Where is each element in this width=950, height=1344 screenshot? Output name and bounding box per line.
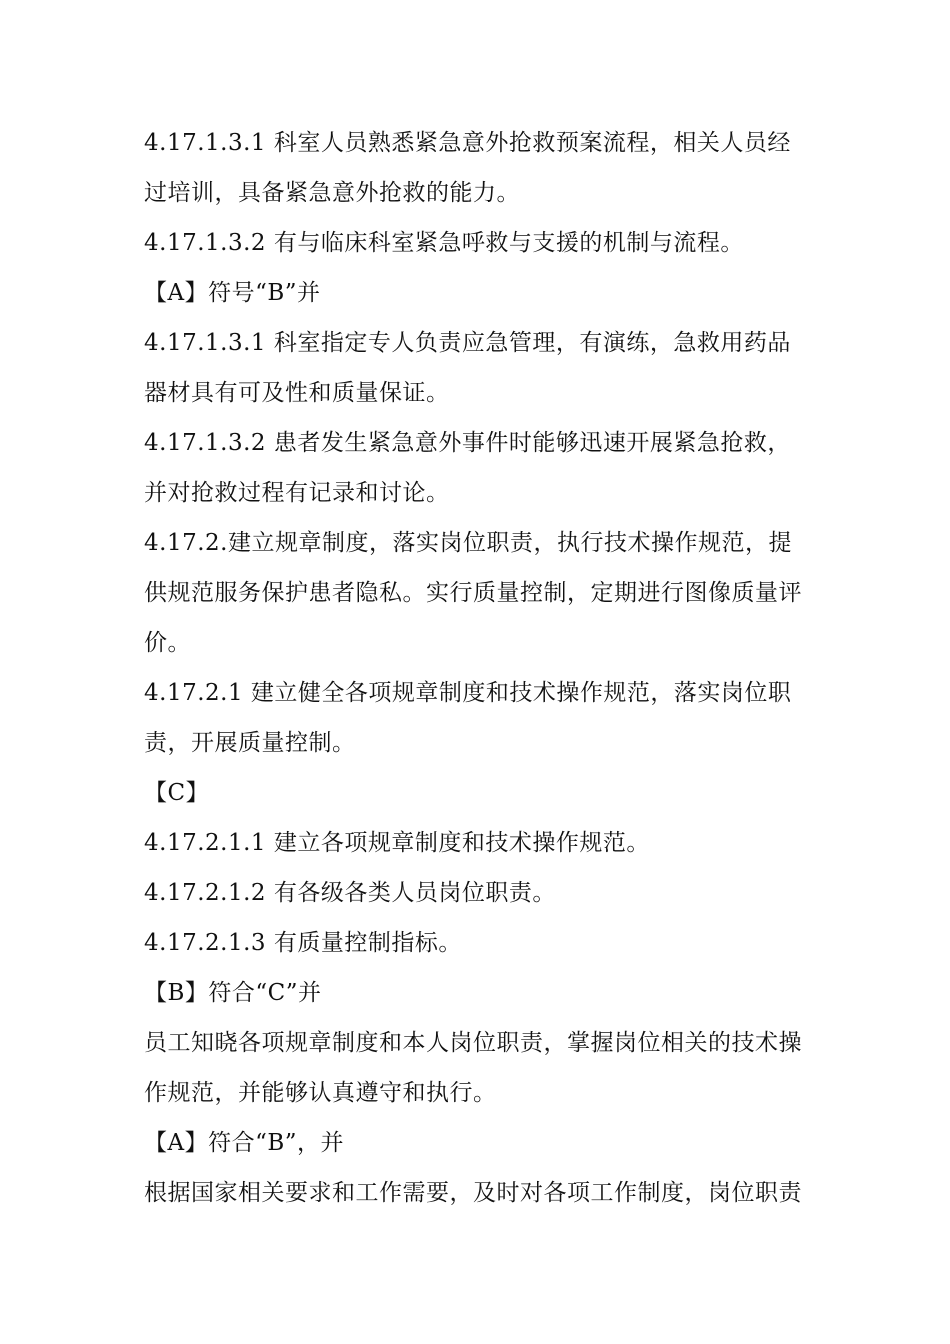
grade-a-heading-second: 【A】符合“B”，并 xyxy=(144,1130,345,1156)
paragraph-4-17-2-1-1: 4.17.2.1.1 建立各项规章制度和技术操作规范。 xyxy=(144,830,650,856)
grade-c-heading: 【C】 xyxy=(144,780,210,806)
paragraph-4-17-1-3-1-training: 4.17.1.3.1 科室人员熟悉紧急意外抢救预案流程，相关人员经过培训，具备紧急意外抢救的能力。 xyxy=(144,130,791,206)
paragraph-national-requirements: 根据国家相关要求和工作需要，及时对各项工作制度，岗位职责 xyxy=(144,1180,802,1206)
paragraph-4-17-2-1-3: 4.17.2.1.3 有质量控制指标。 xyxy=(144,930,462,956)
paragraph-4-17-2-1-2: 4.17.2.1.2 有各级各类人员岗位职责。 xyxy=(144,880,556,906)
paragraph-4-17-1-3-1-emergency-management: 4.17.1.3.1 科室指定专人负责应急管理，有演练，急救用药品器材具有可及性和质量保证。 xyxy=(144,330,791,406)
paragraph-4-17-2-1: 4.17.2.1 建立健全各项规章制度和技术操作规范，落实岗位职责，开展质量控制。 xyxy=(144,680,792,756)
grade-a-heading: 【A】符号“B”并 xyxy=(144,280,321,306)
paragraph-staff-knowledge: 员工知晓各项规章制度和本人岗位职责，掌握岗位相关的技术操作规范，并能够认真遵守和执行。 xyxy=(144,1030,802,1106)
paragraph-4-17-1-3-2-mechanism: 4.17.1.3.2 有与临床科室紧急呼救与支援的机制与流程。 xyxy=(144,230,744,256)
paragraph-4-17-1-3-2-rescue-record: 4.17.1.3.2 患者发生紧急意外事件时能够迅速开展紧急抢救，并对抢救过程有记录和讨论。 xyxy=(144,430,791,506)
document-body xyxy=(144,118,814,1218)
grade-b-heading: 【B】符合“C”并 xyxy=(144,980,322,1006)
section-4-17-2-heading: 4.17.2.建立规章制度，落实岗位职责，执行技术操作规范，提供规范服务保护患者隐私。实行质量控制，定期进行图像质量评价。 xyxy=(144,530,802,656)
